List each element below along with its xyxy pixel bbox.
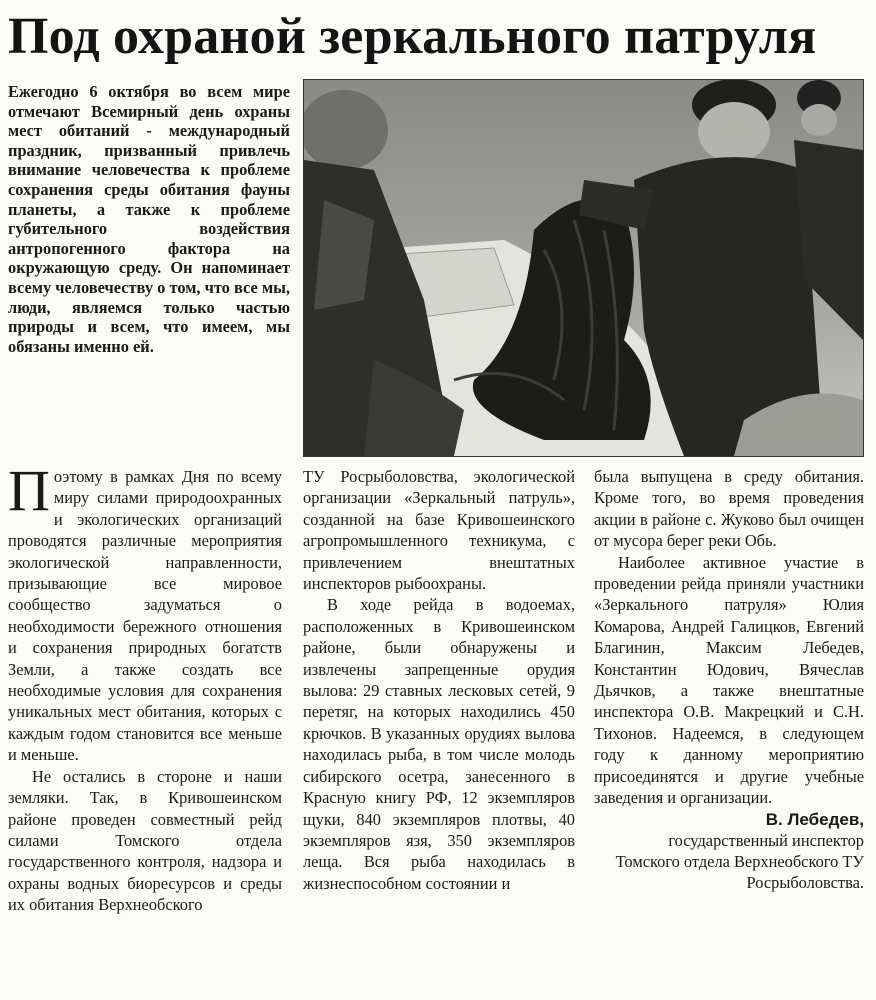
lead-paragraph: Ежегодно 6 октября во всем мире отмечают Всемирный день охраны мест обитаний - международный праздник, призванный привлечь внимание человечества к проблеме сохранения среды обитания фауны планеты, а также к проблеме губительного воздействия антропогенного фактора на окружающую среду. Он напоминает всему человечеству о том, что все мы, люди, являемся только частью природы и всем, что имеем, мы обязаны именно ей. [8, 82, 290, 356]
article-headline: Под охраной зеркального патруля [8, 8, 817, 65]
author-role: государственный инспектор Томского отдела Верхнеобского ТУ Росрыболовства. [615, 830, 864, 892]
body-paragraph-3: В ходе рейда в водоемах, расположенных в Кривошеинском районе, были обнаружены и извлечены запрещенные орудия вылова: 29 ставных лесковых сетей, 9 перетяг, на которых находились 450 крючков. В указанных орудиях вылова находилась рыба, в том числе молодь сибирского осетра, занесенного в Красную книгу РФ, 12 экземпляров щуки, 840 экземпляров плотвы, 40 экземпляров язя, 350 экземпляров леща. Вся рыба находилась в жизнеспособном состоянии и [303, 595, 575, 893]
body-paragraph-2: Не остались в стороне и наши земляки. Так, в Кривошеинском районе проведен совместный рейд силами Томского отдела государственного контроля, надзора и охраны водных биоресурсов и среды их обитания Верхнеобского [8, 766, 282, 915]
news-photo [303, 79, 864, 457]
photo-inspectors-pulling-net [304, 80, 863, 456]
author-name: В. Лебедев, [765, 809, 864, 829]
article-column-1 [8, 458, 282, 916]
body-paragraph-1 [8, 458, 282, 766]
article-column-2 [303, 466, 575, 894]
body-paragraph-2-continued: ТУ Росрыболовства, экологической организации «Зеркальный патруль», созданной на базе Кривошеинского агропромышленного техникума, с привлечением внештатных инспекторов рыбоохраны. [303, 467, 575, 594]
article-column-3 [594, 466, 864, 893]
paragraph-text: оэтому в рамках Дня по всему миру силами природоохранных и экологических организаций проводятся различные мероприятия экологической направленности, призывающие все мировое сообщество задуматься о необходимости бережного отношения и сохранения природных богатств Земли, а также создать все необходимые условия для сохранения уникальных мест обитания, которых с каждым годом становится все меньше и меньше. [8, 467, 282, 765]
drop-cap: П [8, 458, 50, 523]
body-paragraph-4: Наиболее активное участие в проведении рейда приняли участники «Зеркального патруля» Юлия Комарова, Андрей Галицков, Евгений Благинин, Максим Лебедев, Константин Юдович, Вячеслав Дьячков, а также внештатные инспектора О.В. Макрецкий и С.Н. Тихонов. Надеемся, в следующем году к данному мероприятию присоединятся и другие учебные заведения и организации. [594, 552, 864, 808]
body-paragraph-3-continued: была выпущена в среду обитания. Кроме того, во время проведения акции в районе с. Жуково был очищен от мусора берег реки Обь. [594, 467, 864, 551]
